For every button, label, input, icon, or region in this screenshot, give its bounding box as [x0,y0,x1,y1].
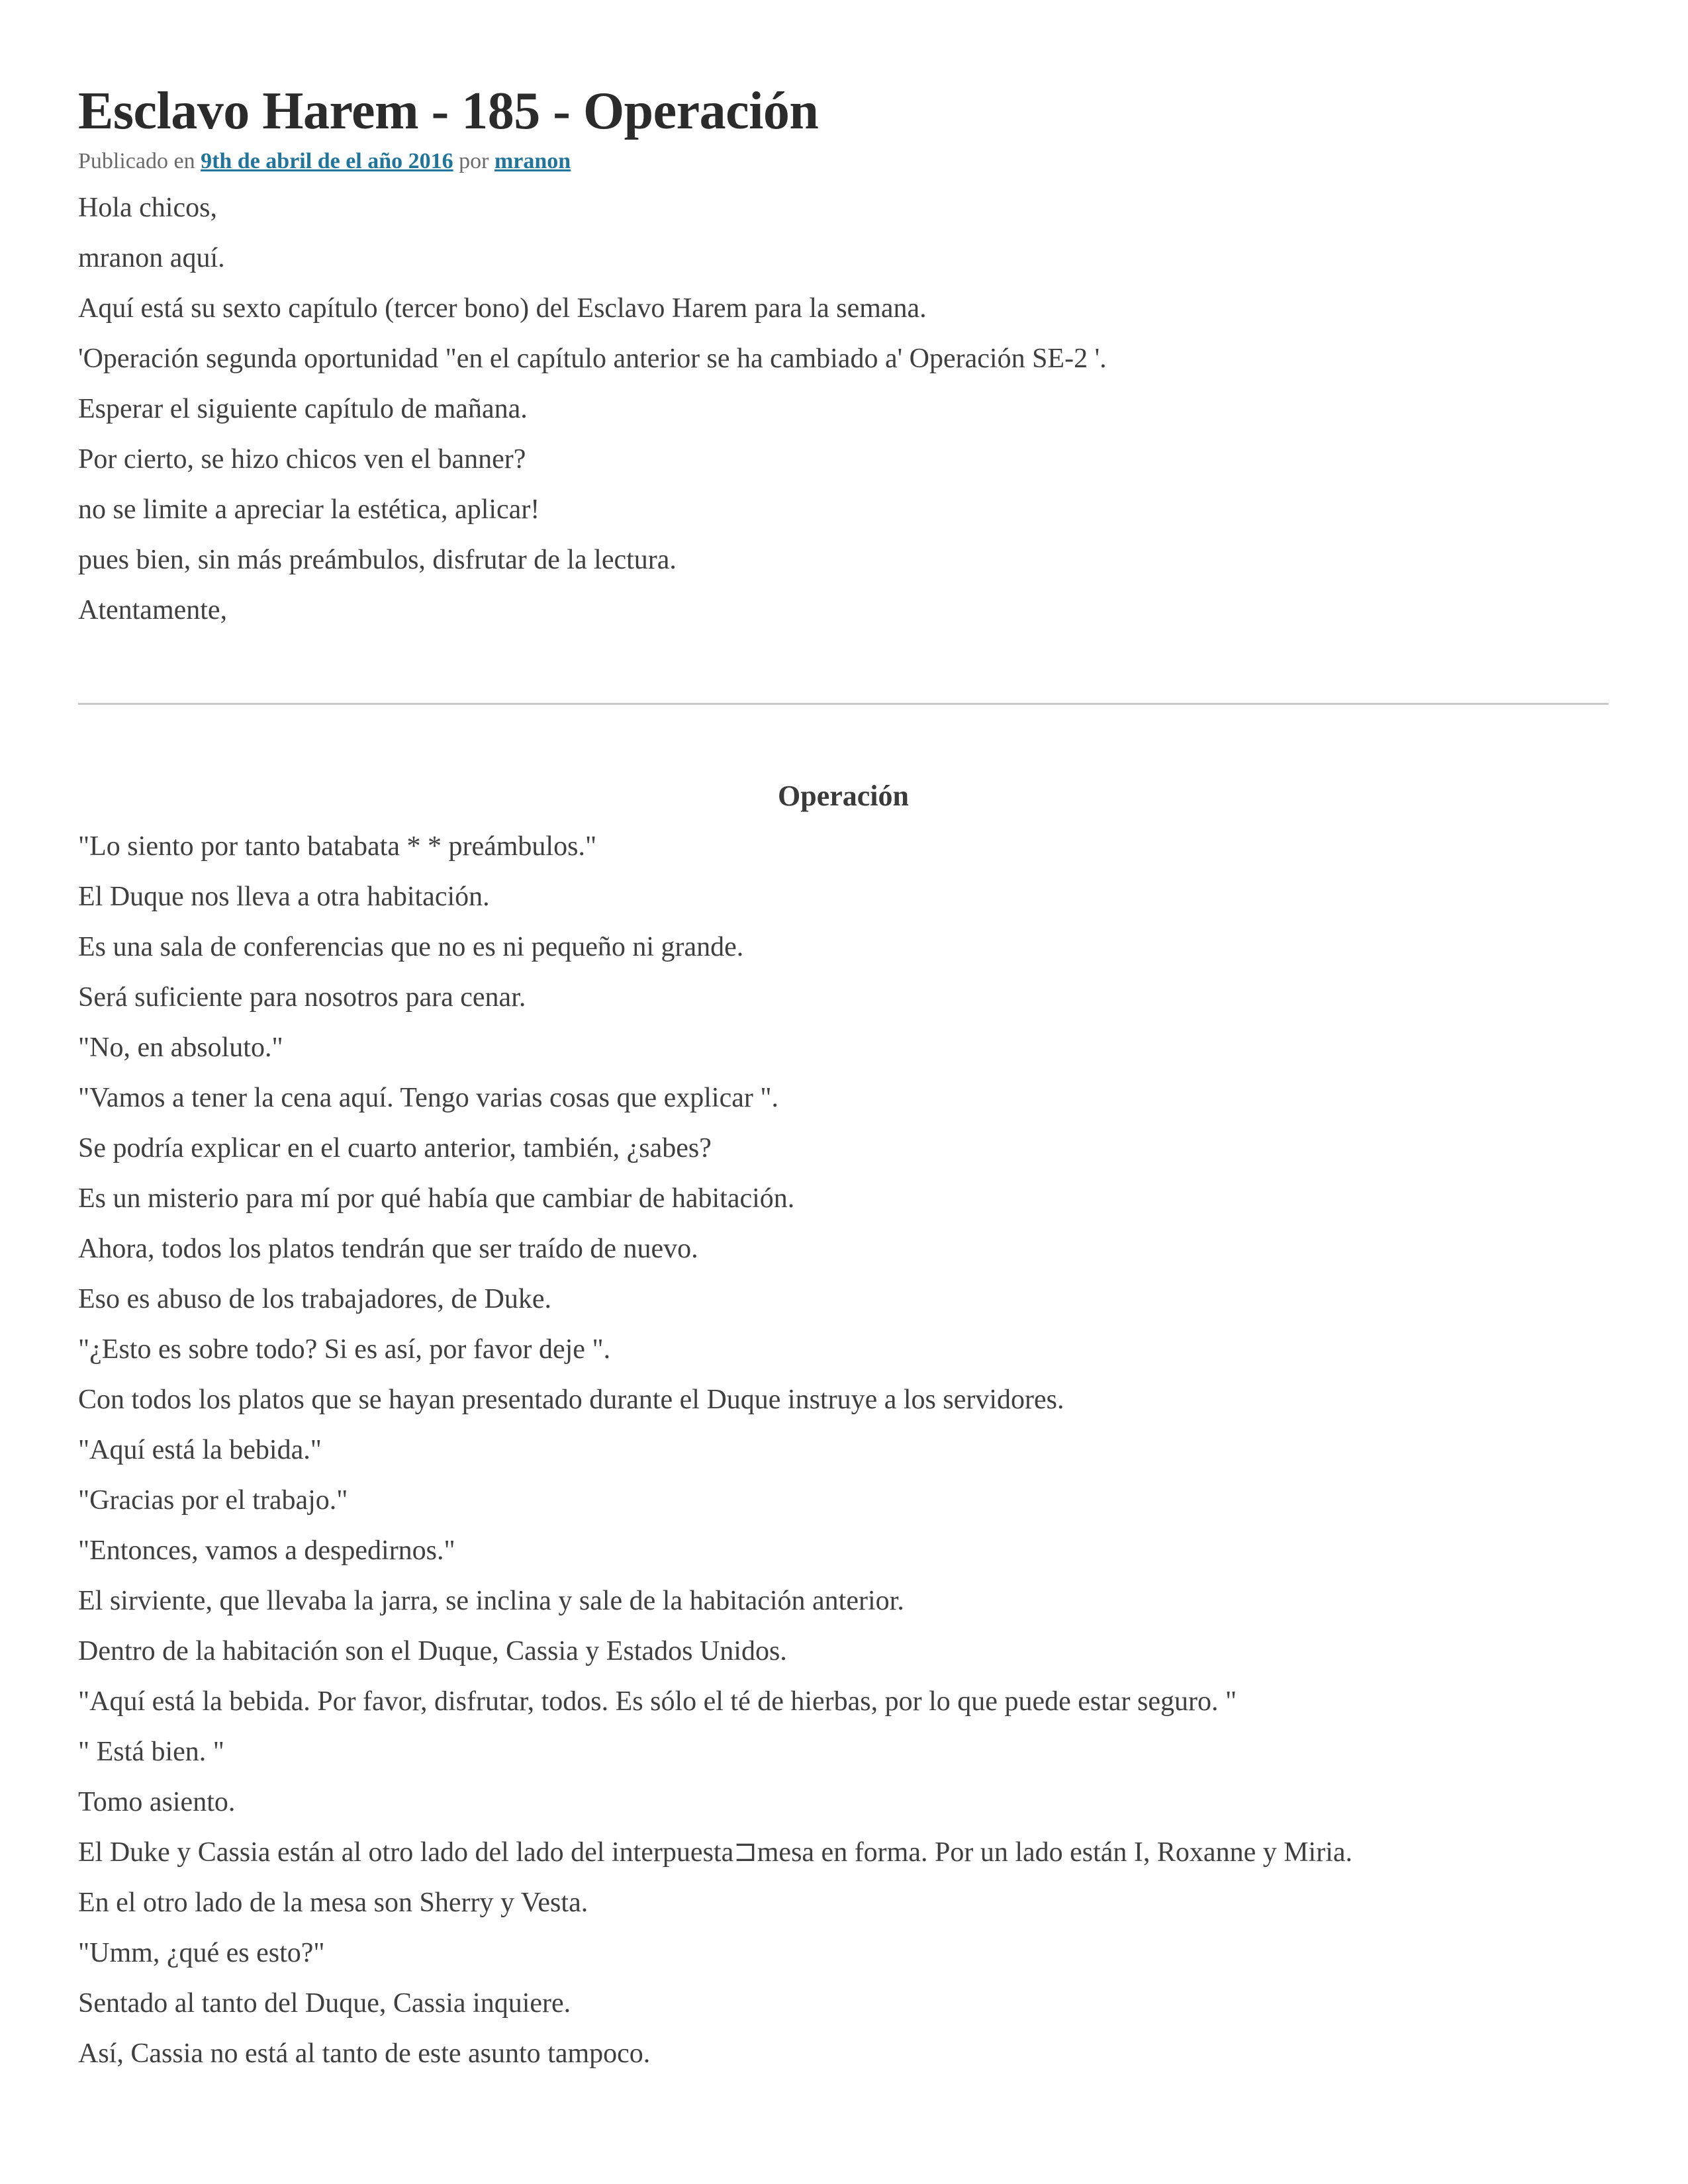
chapter-line: "Aquí está la bebida. Por favor, disfrutar, todos. Es sólo el té de hierbas, por lo que puede estar seguro. " [78,1686,1237,1717]
intro-line: Atentamente, [78,595,228,625]
chapter-line: Dentro de la habitación son el Duque, Cassia y Estados Unidos. [78,1636,787,1666]
published-prefix: Publicado en [78,149,195,173]
post-date-link[interactable]: 9th de abril de el año 2016 [201,149,453,173]
chapter-line: "Lo siento por tanto batabata * * preámbulos." [78,831,597,862]
chapter-line: Tomo asiento. [78,1787,236,1817]
chapter-line: Es un misterio para mí por qué había que cambiar de habitación. [78,1183,795,1214]
chapter-line: El sirviente, que llevaba la jarra, se inclina y sale de la habitación anterior. [78,1586,904,1616]
intro-line: no se limite a apreciar la estética, aplicar! [78,494,540,525]
chapter-line: Sentado al tanto del Duque, Cassia inquiere. [78,1988,571,2019]
document-page [78,78,1609,2079]
chapter-line: "Umm, ¿qué es esto?" [78,1938,325,1968]
chapter-line: Así, Cassia no está al tanto de este asunto tampoco. [78,2038,651,2069]
chapter-line: "¿Esto es sobre todo? Si es así, por favor deje ". [78,1334,611,1365]
chapter-line: Eso es abuso de los trabajadores, de Duke. [78,1284,551,1314]
chapter-line: El Duque nos lleva a otra habitación. [78,882,490,912]
intro-line: mranon aquí. [78,243,225,273]
chapter-line: El Duke y Cassia están al otro lado del lado del interpuesta⊐mesa en forma. Por un lado están I, Roxanne y Miria. [78,1837,1353,1868]
intro-section [78,183,1609,635]
chapter-heading: Operación [778,780,909,812]
chapter-line: "Aquí está la bebida." [78,1435,322,1465]
chapter-line: "Vamos a tener la cena aquí. Tengo varias cosas que explicar ". [78,1083,778,1113]
intro-line: pues bien, sin más preámbulos, disfrutar de la lectura. [78,545,677,575]
intro-line: Aquí está su sexto capítulo (tercer bono) del Esclavo Harem para la semana. [78,293,927,324]
intro-line: Hola chicos, [78,193,217,223]
intro-line: Por cierto, se hizo chicos ven el banner? [78,444,526,475]
chapter-line: "No, en absoluto." [78,1032,283,1063]
post-meta [78,147,1609,176]
chapter-line: Será suficiente para nosotros para cenar. [78,982,526,1013]
chapter-line: "Gracias por el trabajo." [78,1485,348,1516]
intro-line: 'Operación segunda oportunidad "en el capítulo anterior se ha cambiado a' Operación SE-2 '. [78,343,1107,374]
by-label: por [459,149,489,173]
chapter-line: " Está bien. " [78,1737,224,1767]
chapter-line: Con todos los platos que se hayan presentado durante el Duque instruye a los servidores. [78,1385,1064,1415]
intro-line: Esperar el siguiente capítulo de mañana. [78,394,528,424]
chapter-line: "Entonces, vamos a despedirnos." [78,1535,455,1566]
author-link[interactable]: mranon [494,149,571,173]
post-title: Esclavo Harem - 185 - Operación [78,82,819,140]
chapter-body [78,821,1609,2079]
chapter-line: Ahora, todos los platos tendrán que ser traído de nuevo. [78,1234,698,1264]
chapter-line: Se podría explicar en el cuarto anterior, también, ¿sabes? [78,1133,712,1163]
chapter-line: Es una sala de conferencias que no es ni pequeño ni grande. [78,932,744,962]
chapter-line: En el otro lado de la mesa son Sherry y Vesta. [78,1888,588,1918]
